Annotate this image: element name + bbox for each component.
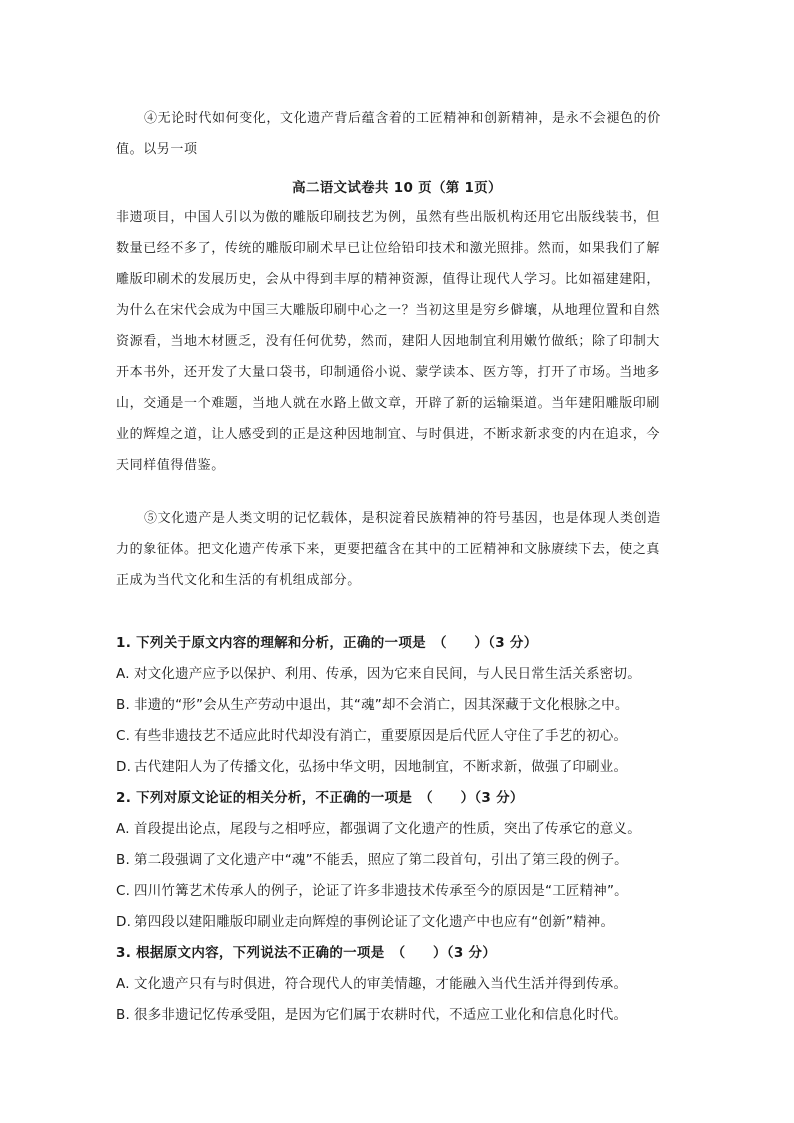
passage-line: 雕版印刷术的发展历史，会从中得到丰厚的精神资源，值得让现代人学习。比如福建建阳， [116,272,661,287]
passage-line: ④无论时代如何变化，文化遗产背后蕴含着的工匠精神和创新精神，是永不会褪色的价 [144,111,661,126]
passage-line: 资源看，当地木材匮乏，没有任何优势，然而，建阳人因地制宜利用嫩竹做纸；除了印制大 [116,334,661,349]
option-letter: D. [116,759,132,775]
passage-continuation [116,202,681,481]
option-text: 很多非遗记忆传承受阻，是因为它们属于农耕时代，不适应工业化和信息化时代。 [134,1007,628,1023]
question-1 [116,628,696,783]
passage-line: ⑤文化遗产是人类文明的记忆载体，是积淀着民族精神的符号基因，也是体现人类创造 [144,511,661,526]
passage-line: 天同样值得借鉴。 [116,458,225,473]
question-list [116,628,696,1031]
option-d [116,907,696,938]
option-text: 第四段以建阳雕版印刷业走向辉煌的事例论证了文化遗产中也应有“创新”精神。 [134,914,615,930]
question-2 [116,783,696,938]
option-a [116,659,696,690]
option-b [116,1000,696,1031]
option-letter: B. [116,1007,130,1023]
passage-line: 业的辉煌之道，让人感受到的正是这种因地制宜、与时俱进，不断求新求变的内在追求，今 [116,427,661,442]
option-letter: C. [116,728,131,744]
passage-paragraph-4 [116,103,681,165]
option-text: 首段提出论点，尾段与之相呼应，都强调了文化遗产的性质，突出了传承它的意义。 [134,821,641,837]
option-a [116,969,696,1000]
question-3 [116,938,696,1031]
option-c [116,876,696,907]
option-letter: A. [116,821,130,837]
option-b [116,690,696,721]
option-text: 古代建阳人为了传播文化，弘扬中华文明，因地制宜，不断求新，做强了印刷业。 [134,759,628,775]
option-d [116,752,696,783]
option-text: 非遗的“形”会从生产劳动中退出，其“魂”却不会消亡，因其深藏于文化根脉之中。 [134,697,629,713]
option-text: 第二段强调了文化遗产中“魂”不能丢，照应了第二段首句，引出了第三段的例子。 [134,852,628,868]
option-letter: B. [116,852,130,868]
option-letter: C. [116,883,131,899]
option-text: 有些非遗技艺不适应此时代却没有消亡，重要原因是后代匠人守住了手艺的初心。 [134,728,628,744]
question-title: 2. 下列对原文论证的相关分析，不正确的一项是 （ ）（3 分） [116,790,524,806]
option-b [116,845,696,876]
passage-line: 正成为当代文化和生活的有机组成部分。 [116,573,361,588]
passage-line: 山，交通是一个难题，当地人就在水路上做文章，开辟了新的运输渠道。当年建阳雕版印刷 [116,396,661,411]
option-c [116,721,696,752]
passage-line: 数量已经不多了，传统的雕版印刷术早已让位给铅印技术和激光照排。然而，如果我们了解 [116,241,661,256]
passage-line: 力的象征体。把文化遗产传承下来，更要把蕴含在其中的工匠精神和文脉赓续下去，使之真 [116,542,661,557]
question-title: 1. 下列关于原文内容的理解和分析，正确的一项是 （ ）（3 分） [116,635,538,651]
question-title: 3. 根据原文内容，下列说法不正确的一项是 （ ）（3 分） [116,945,497,961]
passage-line: 为什么在宋代会成为中国三大雕版印刷中心之一？当初这里是穷乡僻壤，从地理位置和自然 [116,303,661,318]
option-letter: D. [116,914,132,930]
option-text: 对文化遗产应予以保护、利用、传承，因为它来自民间，与人民日常生活关系密切。 [134,666,641,682]
option-text: 四川竹篝艺术传承人的例子，论证了许多非遗技术传承至今的原因是“工匠精神”。 [134,883,628,899]
option-a [116,814,696,845]
page-header: 高二语文试卷共 10 页（第 1页） [292,180,502,196]
passage-line: 非遗项目，中国人引以为傲的雕版印刷技艺为例，虽然有些出版机构还用它出版线装书，但 [116,210,661,225]
option-letter: A. [116,976,130,992]
option-text: 文化遗产只有与时俱进，符合现代人的审美情趣，才能融入当代生活并得到传承。 [134,976,628,992]
passage-line: 值。以另一项 [116,142,198,157]
option-letter: B. [116,697,130,713]
passage-line: 开本书外，还开发了大量口袋书，印制通俗小说、蒙学读本、医方等，打开了市场。当地多 [116,365,661,380]
option-letter: A. [116,666,130,682]
passage-paragraph-5 [116,503,681,596]
